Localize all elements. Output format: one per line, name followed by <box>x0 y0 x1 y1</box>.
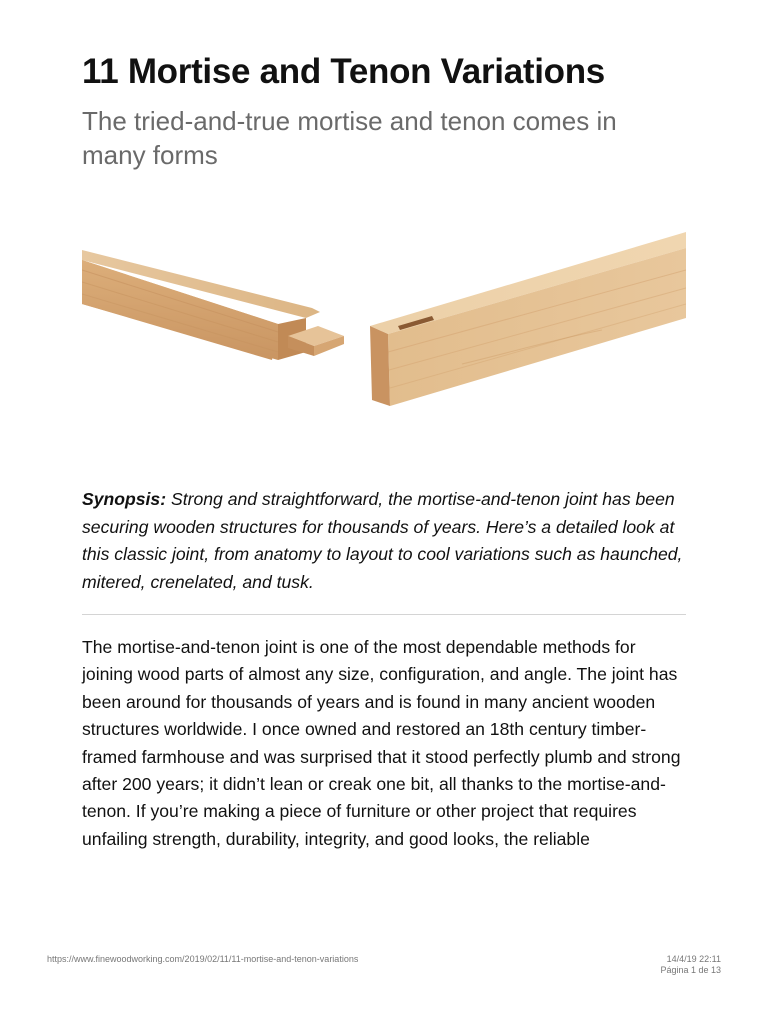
article-body: The mortise-and-tenon joint is one of the most dependable methods for joining wood parts of almost any size, configuration, and angle. The joint has been around for thousands of years and is found in many ancient wooden structures worldwide. I once owned and restored an 18th century timber-framed farmhouse and was surprised that it stood perfectly plumb and strong after 200 years; it didn’t lean or creak one bit, all thanks to the mortise-and- tenon. If you’re making a piece of furniture or other project that requires unfailing strength, durability, integrity, and good looks, the reliable <box>82 637 681 849</box>
mortise-tenon-illustration <box>82 212 686 462</box>
article-title: 11 Mortise and Tenon Variations <box>82 52 605 91</box>
footer-meta <box>660 954 721 976</box>
article-subtitle: The tried-and-true mortise and tenon comes in many forms <box>82 106 617 170</box>
synopsis-text: Strong and straightforward, the mortise-and-tenon joint has been securing wooden structures for thousands of years. Here’s a detailed look at this classic joint, from anatomy to layout to cool variations such as haunched, mitered, crenelated, and tusk. <box>82 489 683 592</box>
footer-page-number: Página 1 de 13 <box>660 965 721 975</box>
divider <box>82 614 686 615</box>
hero-image <box>82 212 686 462</box>
mortise-piece <box>370 232 686 406</box>
tenon-piece <box>82 250 344 360</box>
footer-datetime: 14/4/19 22:11 <box>666 954 721 964</box>
footer-url[interactable]: https://www.finewoodworking.com/2019/02/11/11-mortise-and-tenon-variations <box>47 954 359 964</box>
synopsis <box>82 486 686 596</box>
synopsis-label: Synopsis: <box>82 489 167 509</box>
